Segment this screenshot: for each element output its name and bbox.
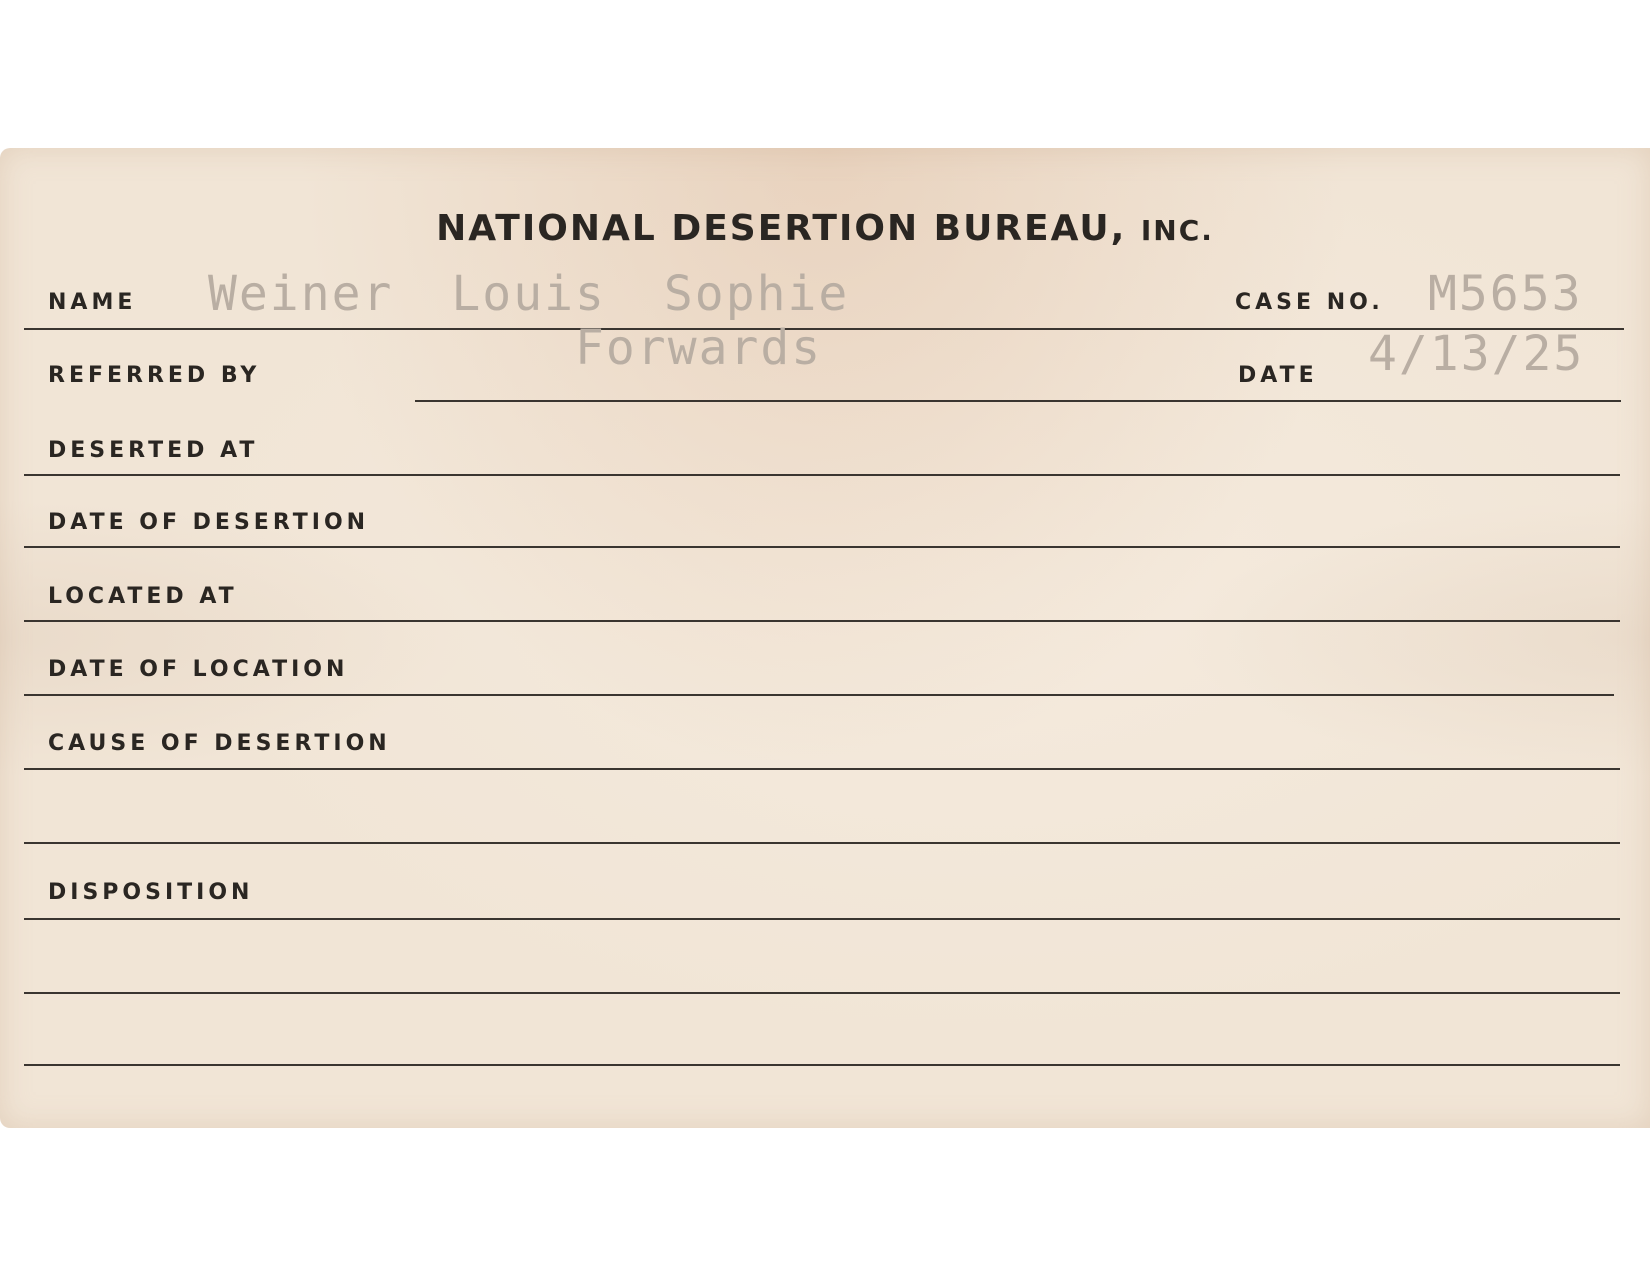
- date-label: DATE: [1238, 363, 1318, 388]
- disposition-label: DISPOSITION: [48, 880, 254, 905]
- date-of-desertion-label: DATE OF DESERTION: [48, 510, 370, 535]
- deserted-at-rule: [24, 474, 1620, 476]
- deserted-at-label: DESERTED AT: [48, 438, 259, 463]
- case-no-label: CASE NO.: [1235, 290, 1384, 315]
- date-of-desertion-rule: [24, 546, 1620, 548]
- cause-of-desertion-label: CAUSE OF DESERTION: [48, 731, 391, 756]
- name-value: [208, 266, 907, 322]
- located-at-label: LOCATED AT: [48, 584, 238, 609]
- referred-by-value: Forwards: [575, 320, 823, 376]
- bureau-suffix: INC.: [1140, 214, 1214, 247]
- name-second-value: Sophie: [663, 266, 850, 322]
- name-last-value: Weiner: [208, 266, 394, 322]
- date-value: 4/13/25: [1368, 326, 1585, 382]
- index-card: [0, 148, 1650, 1128]
- referred-by-label: REFERRED BY: [48, 363, 261, 388]
- cause-of-desertion-rule: [24, 768, 1620, 770]
- cause-continuation-rule: [24, 842, 1620, 844]
- bureau-name: NATIONAL DESERTION BUREAU,: [436, 208, 1127, 249]
- referred-by-rule: [415, 400, 1621, 402]
- name-first-value: Louis: [451, 266, 606, 322]
- located-at-rule: [24, 620, 1620, 622]
- disposition-continuation-rule-2: [24, 1064, 1620, 1066]
- disposition-continuation-rule-1: [24, 992, 1620, 994]
- date-of-location-rule: [24, 694, 1614, 696]
- case-no-value: M5653: [1428, 266, 1583, 322]
- disposition-rule: [24, 918, 1620, 920]
- name-label: NAME: [48, 290, 137, 315]
- card-title: [0, 208, 1650, 249]
- date-of-location-label: DATE OF LOCATION: [48, 657, 349, 682]
